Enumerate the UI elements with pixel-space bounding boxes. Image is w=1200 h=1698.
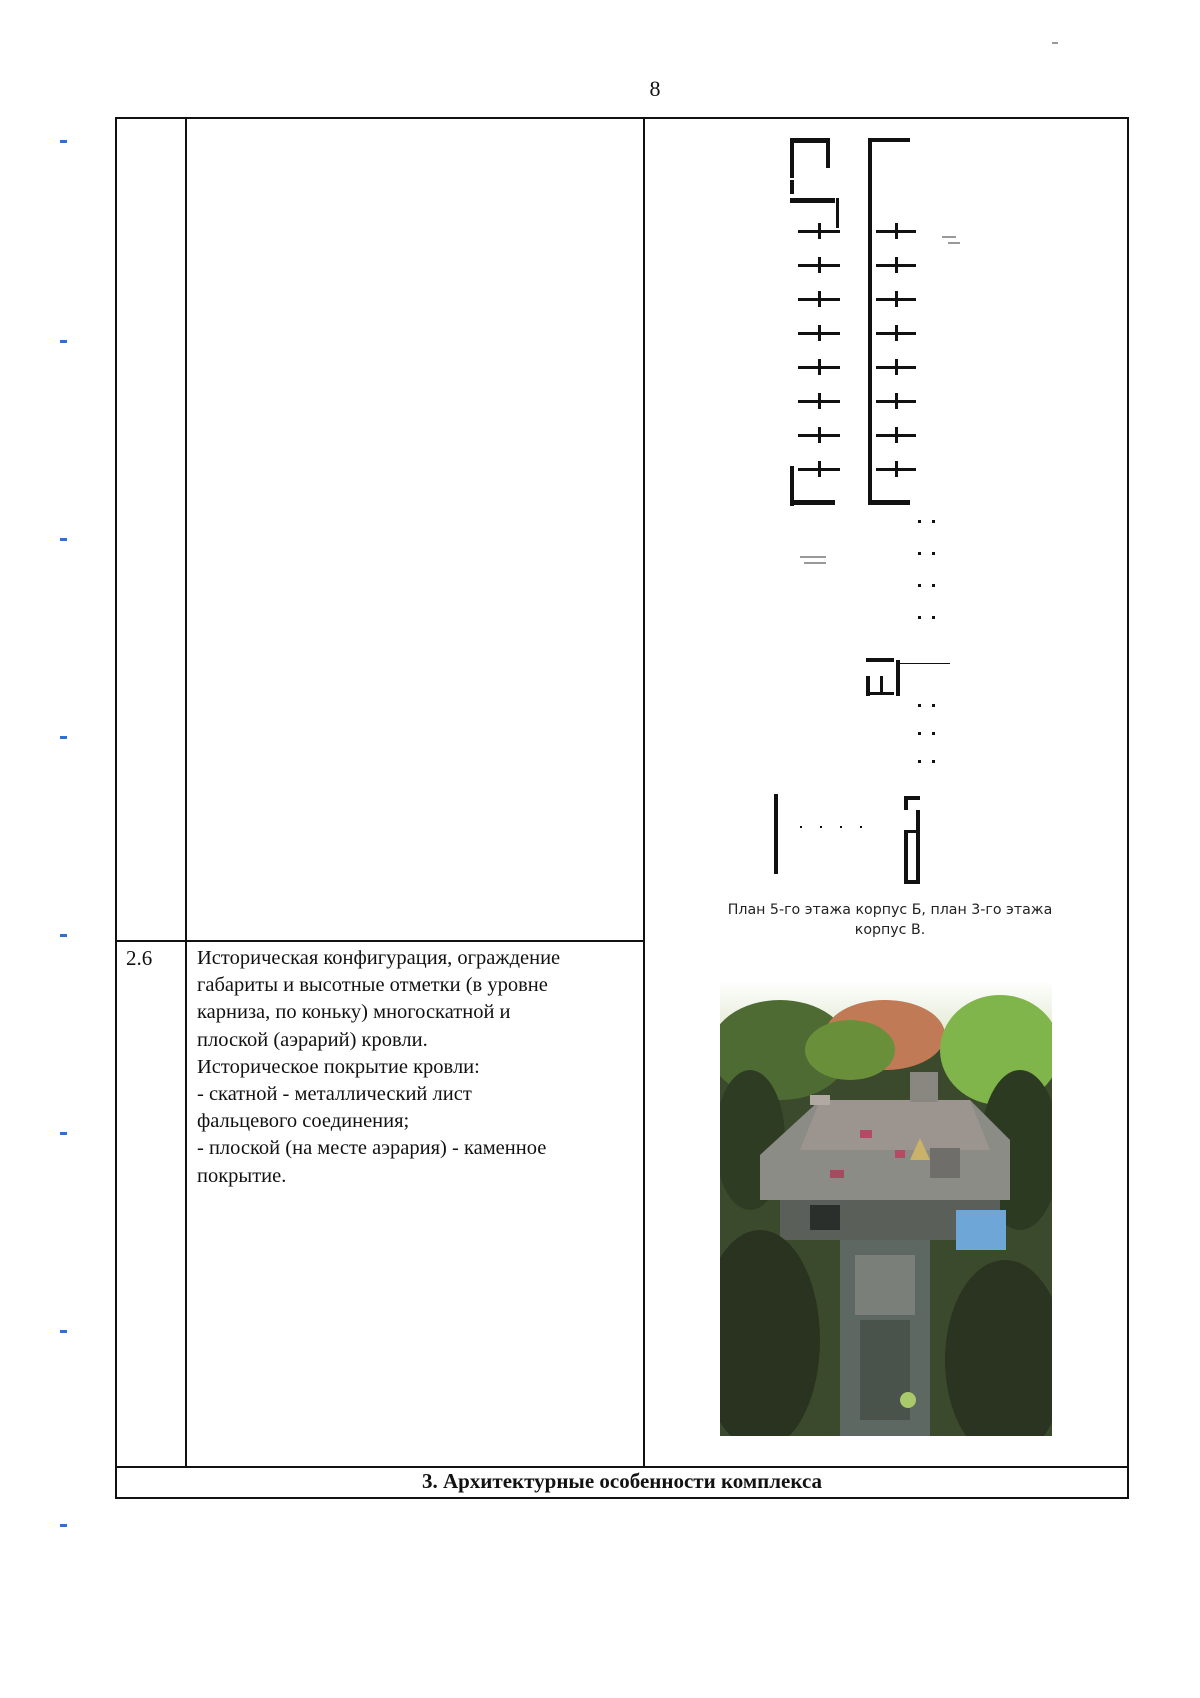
aerial-roof-photo — [720, 980, 1052, 1436]
margin-mark — [60, 140, 67, 143]
plan-partition — [818, 325, 821, 341]
description-line: карниза, по коньку) многоскатной и — [197, 1001, 511, 1024]
description-line: Историческая конфигурация, ограждение — [197, 947, 561, 969]
description-line: Историческое покрытие кровли: — [197, 1055, 480, 1078]
plan-partition — [895, 427, 898, 443]
plan-partition — [818, 257, 821, 273]
row-number: 2.6 — [126, 946, 153, 970]
plan-caption-line: корпус В. — [854, 922, 926, 938]
margin-mark — [60, 934, 67, 937]
plan-partition — [895, 257, 898, 273]
plan-caption — [700, 900, 1080, 940]
description-line: покрытие. — [197, 1164, 287, 1187]
description-line: - плоской (на месте аэрария) - каменное — [197, 1137, 547, 1160]
plan-partition — [818, 393, 821, 409]
scan-corner-mark — [1052, 42, 1058, 44]
section-title: 3. Архитектурные особенности комплекса — [421, 1469, 823, 1493]
plan-caption-line: План 5-го этажа корпус Б, план 3-го этажа — [727, 902, 1053, 918]
margin-mark — [60, 538, 67, 541]
description-line: - скатной - металлический лист — [197, 1083, 472, 1106]
plan-partition — [818, 461, 821, 477]
plan-partition — [895, 223, 898, 239]
table-row-divider-left — [115, 940, 645, 942]
description-line: габариты и высотные отметки (в уровне — [197, 974, 548, 997]
floor-plan-drawing — [650, 120, 1010, 890]
margin-mark — [60, 1330, 67, 1333]
page-number: 8 — [649, 76, 661, 101]
margin-mark — [60, 1132, 67, 1135]
margin-mark — [60, 340, 67, 343]
plan-partition — [895, 359, 898, 375]
description-line: фальцевого соединения; — [197, 1110, 410, 1133]
plan-partition — [818, 291, 821, 307]
table-col-divider-1 — [185, 117, 187, 1466]
plan-partition — [818, 427, 821, 443]
plan-partition — [818, 359, 821, 375]
margin-mark — [60, 736, 67, 739]
plan-partition — [895, 461, 898, 477]
plan-partition — [895, 325, 898, 341]
table-col-divider-2 — [643, 117, 645, 1466]
description-line: плоской (аэрарий) кровли. — [197, 1028, 428, 1051]
plan-partition — [895, 291, 898, 307]
plan-partition — [895, 393, 898, 409]
row-description — [197, 945, 637, 1190]
plan-partition — [818, 223, 821, 239]
margin-mark — [60, 1524, 67, 1527]
